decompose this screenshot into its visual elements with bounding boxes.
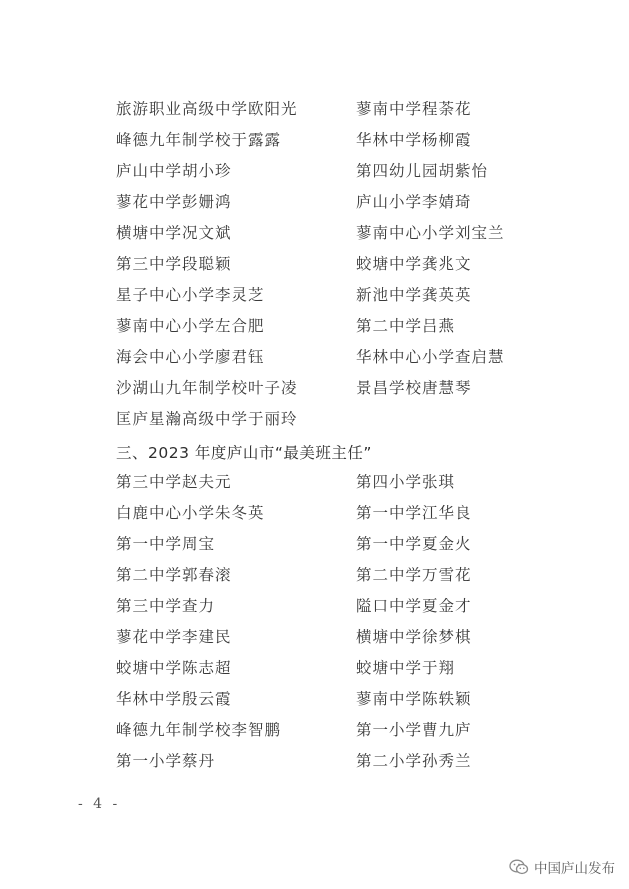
honoree-entry: 旅游职业高级中学欧阳光 [116,100,298,118]
honoree-entry: 华林中心小学查启慧 [356,348,505,366]
honoree-entry: 华林中学杨柳霞 [356,131,472,149]
honoree-entry: 海会中心小学廖君钰 [116,348,265,366]
watermark [509,857,615,877]
honoree-entry: 第一小学蔡丹 [116,752,216,770]
honoree-entry: 第一小学曹九庐 [356,721,472,739]
wechat-icon [509,859,529,875]
honoree-entry: 沙湖山九年制学校叶子凌 [116,379,298,397]
honoree-entry: 第二中学吕燕 [356,317,456,335]
honoree-entry: 第二中学郭春滚 [116,566,232,584]
honoree-entry: 华林中学殷云霞 [116,690,232,708]
honoree-entry: 蓼花中学彭姗鸿 [116,193,232,211]
honoree-entry: 白鹿中心小学朱冬英 [116,504,265,522]
honoree-entry: 景昌学校唐慧琴 [356,379,472,397]
honoree-entry: 第四幼儿园胡紫怡 [356,162,489,180]
honoree-entry [356,404,536,435]
honoree-entry: 蓼南中心小学刘宝兰 [356,224,505,242]
honoree-entry: 第二中学万雪花 [356,566,472,584]
honoree-entry: 蛟塘中学于翔 [356,659,456,677]
honoree-entry: 第一中学夏金火 [356,535,472,553]
honoree-entry: 蓼花中学李建民 [116,628,232,646]
honoree-list-section-3 [116,467,536,777]
honoree-entry: 横塘中学徐梦棋 [356,628,472,646]
honoree-entry: 匡庐星瀚高级中学于丽玲 [116,410,298,428]
honoree-entry: 第二小学孙秀兰 [356,752,472,770]
honoree-entry: 蛟塘中学龚兆文 [356,255,472,273]
honoree-entry: 庐山小学李婧琦 [356,193,472,211]
honoree-entry: 蓼南中心小学左合肥 [116,317,265,335]
watermark-text: 中国庐山发布 [534,861,615,877]
honoree-entry: 蛟塘中学陈志超 [116,659,232,677]
honoree-entry: 第三中学赵夫元 [116,473,232,491]
honoree-entry: 蓼南中学程荼花 [356,100,472,118]
honoree-entry: 峰德九年制学校李智鹏 [116,721,282,739]
honoree-entry: 新池中学龚英英 [356,286,472,304]
honoree-entry: 第三中学段聪颖 [116,255,232,273]
honoree-entry: 横塘中学况文斌 [116,224,232,242]
honoree-entry: 蓼南中学陈轶颖 [356,690,472,708]
honoree-entry: 峰德九年制学校于露露 [116,131,282,149]
honoree-entry: 星子中心小学李灵芝 [116,286,265,304]
honoree-entry: 第三中学查力 [116,597,216,615]
page-number: - 4 - [78,796,121,812]
honoree-list-section-2 [116,94,536,435]
honoree-entry: 第一中学周宝 [116,535,216,553]
honoree-entry: 隘口中学夏金才 [356,597,472,615]
section-heading: 三、2023 年度庐山市“最美班主任” [116,444,372,462]
honoree-entry: 第四小学张琪 [356,473,456,491]
honoree-entry: 庐山中学胡小珍 [116,162,232,180]
honoree-entry: 第一中学江华良 [356,504,472,522]
